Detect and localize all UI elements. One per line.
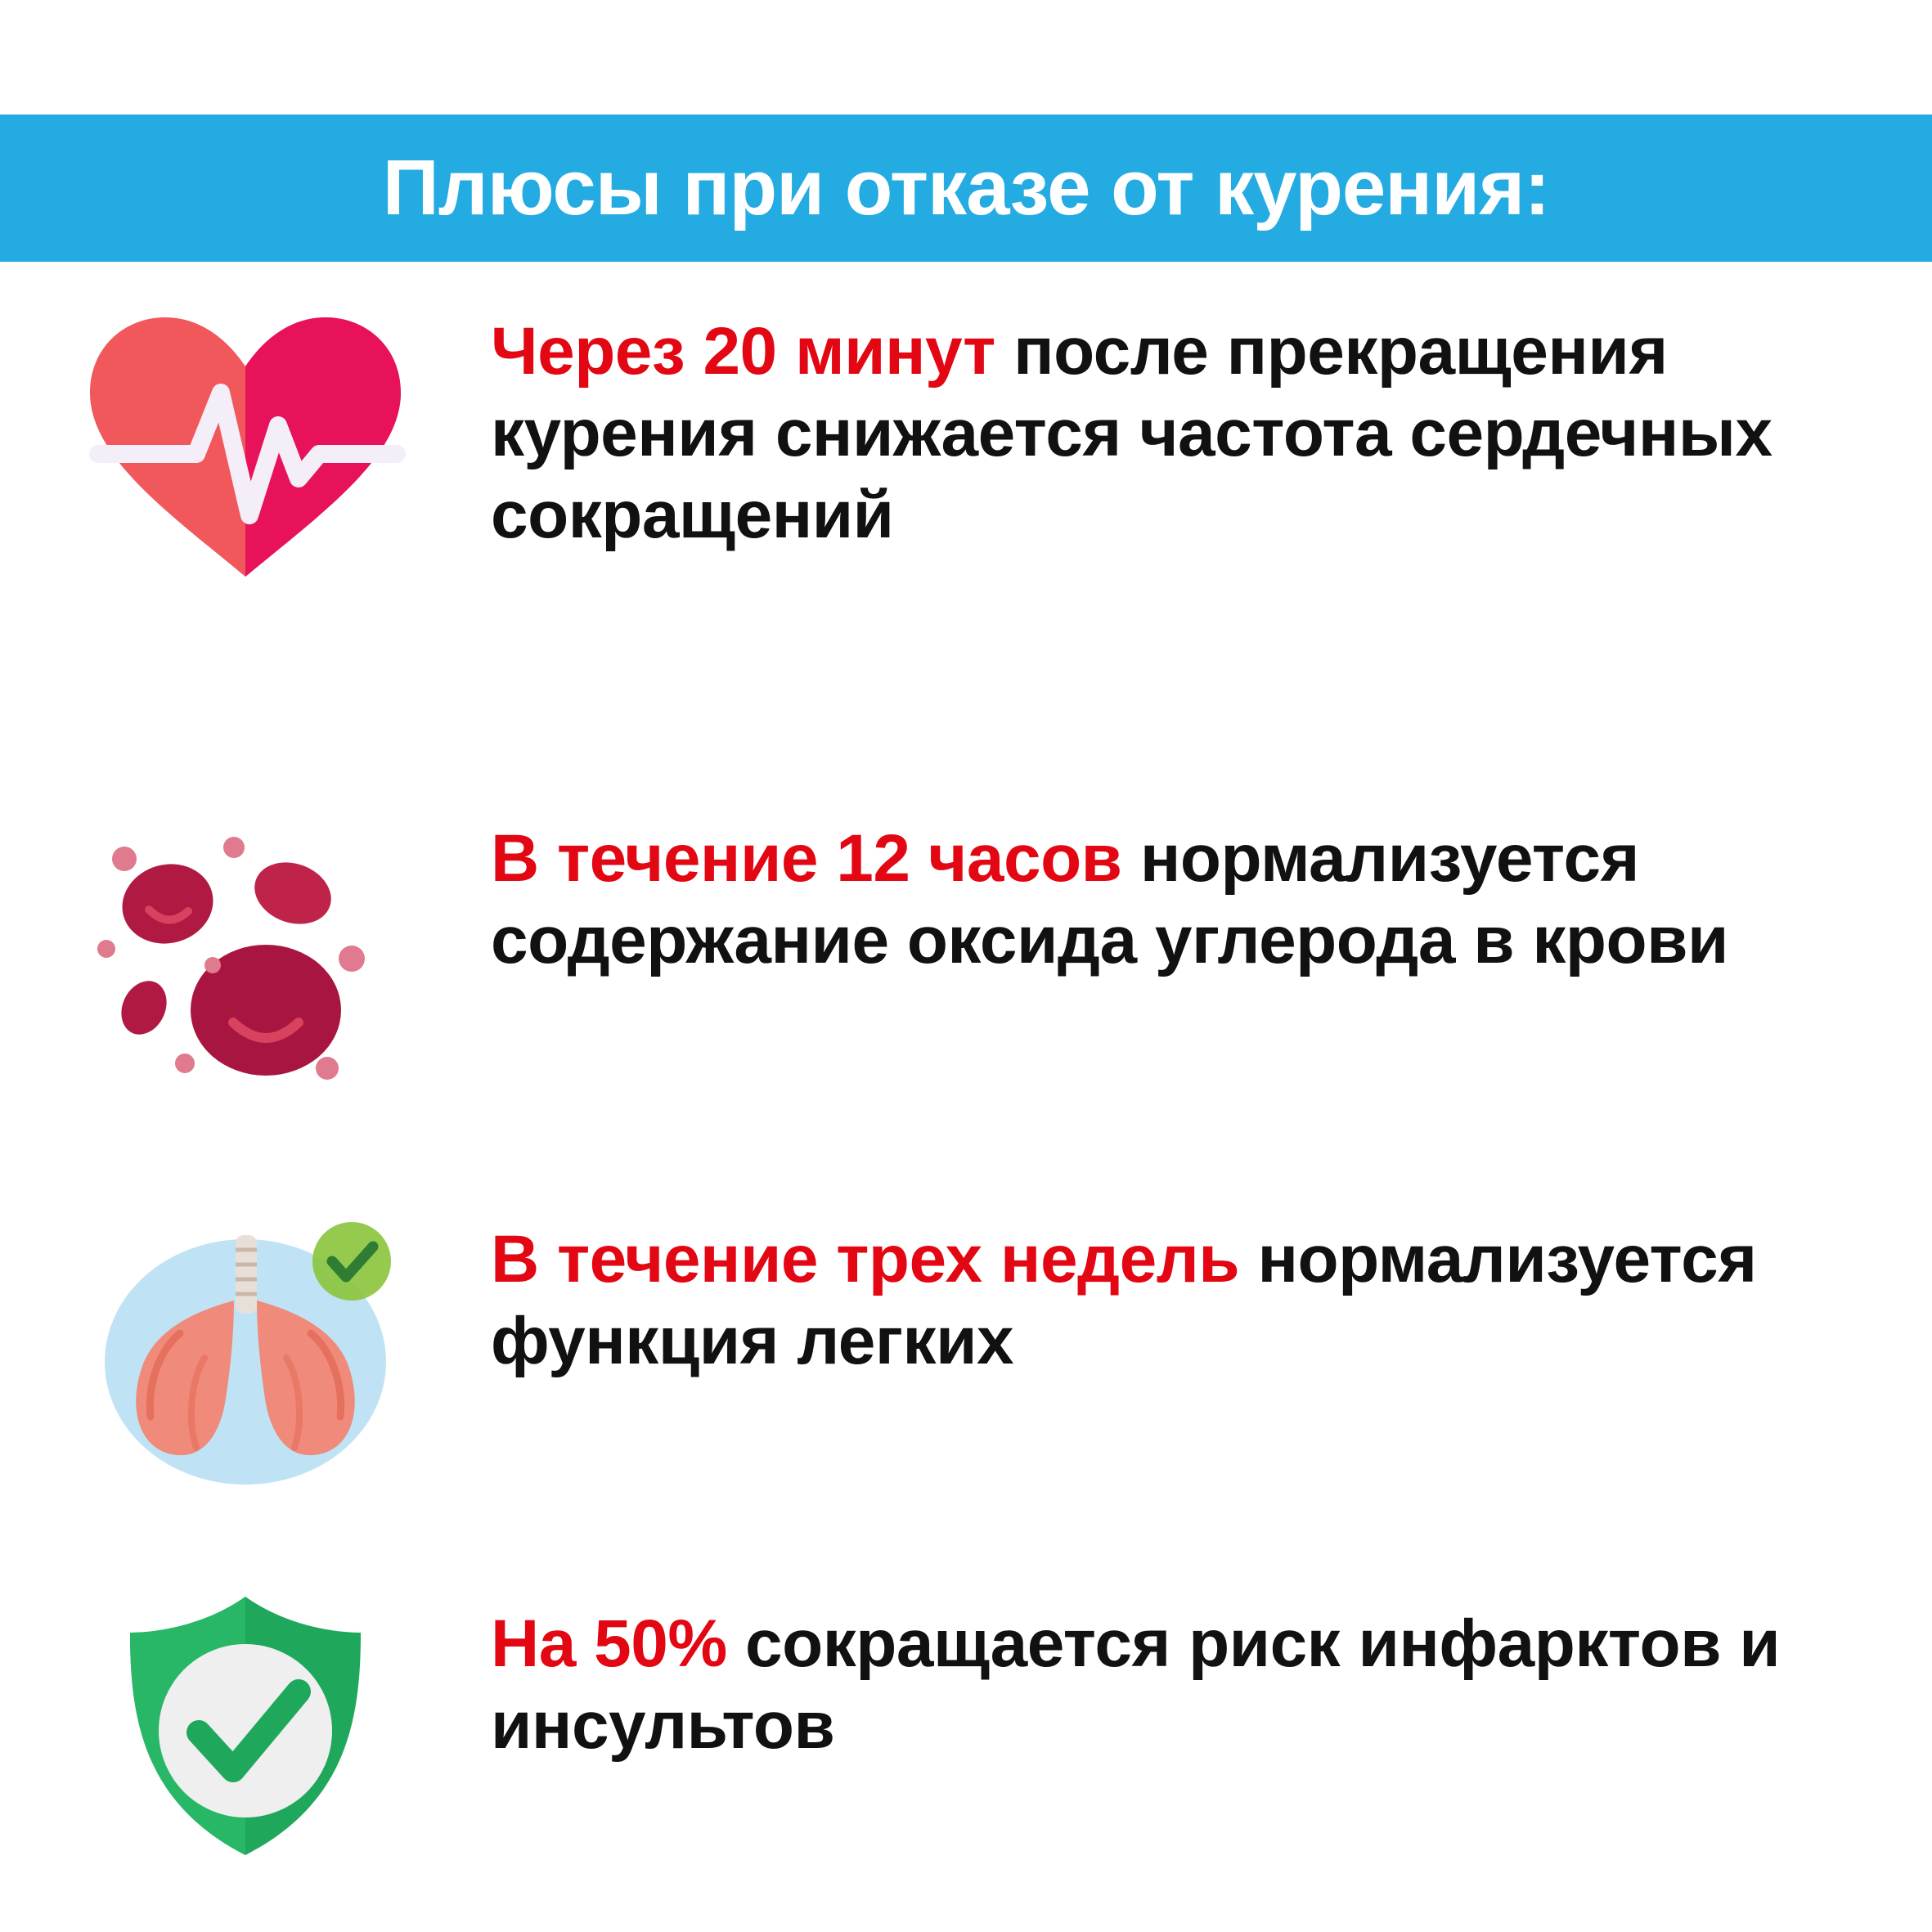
lungs-check-icon [82,1202,409,1501]
list-item-text [491,802,1816,982]
list-item-text [491,1194,1816,1382]
highlight-text: В течение 12 часов [491,821,1122,896]
benefits-list [0,303,1932,1898]
header-banner [0,115,1932,262]
icon-container-blood [0,802,491,1100]
list-item [0,1194,1932,1554]
heart-pulse-icon [74,311,417,585]
icon-container-heart [0,303,491,585]
body-text: после прекращения курения снижается частота сердечных сокращений [491,314,1772,553]
body-text: сокращается риск инфарктов и инсультов [491,1606,1781,1764]
shield-check-icon [110,1587,380,1869]
page-title: Плюсы при отказе от курения: [382,144,1550,231]
list-item [0,1579,1932,1873]
body-text: нормализуется функция легких [491,1222,1757,1379]
list-item-text [491,303,1816,556]
icon-container-shield [0,1579,491,1869]
list-item [0,303,1932,777]
highlight-text: На 50% [491,1606,727,1681]
list-item [0,802,1932,1170]
icon-container-lungs [0,1194,491,1501]
list-item-text [491,1579,1816,1767]
highlight-text: Через 20 минут [491,314,995,389]
blood-cells-icon [82,818,409,1100]
body-text: нормализуется содержание оксида углерода в крови [491,821,1728,978]
highlight-text: В течение трех недель [491,1222,1240,1296]
